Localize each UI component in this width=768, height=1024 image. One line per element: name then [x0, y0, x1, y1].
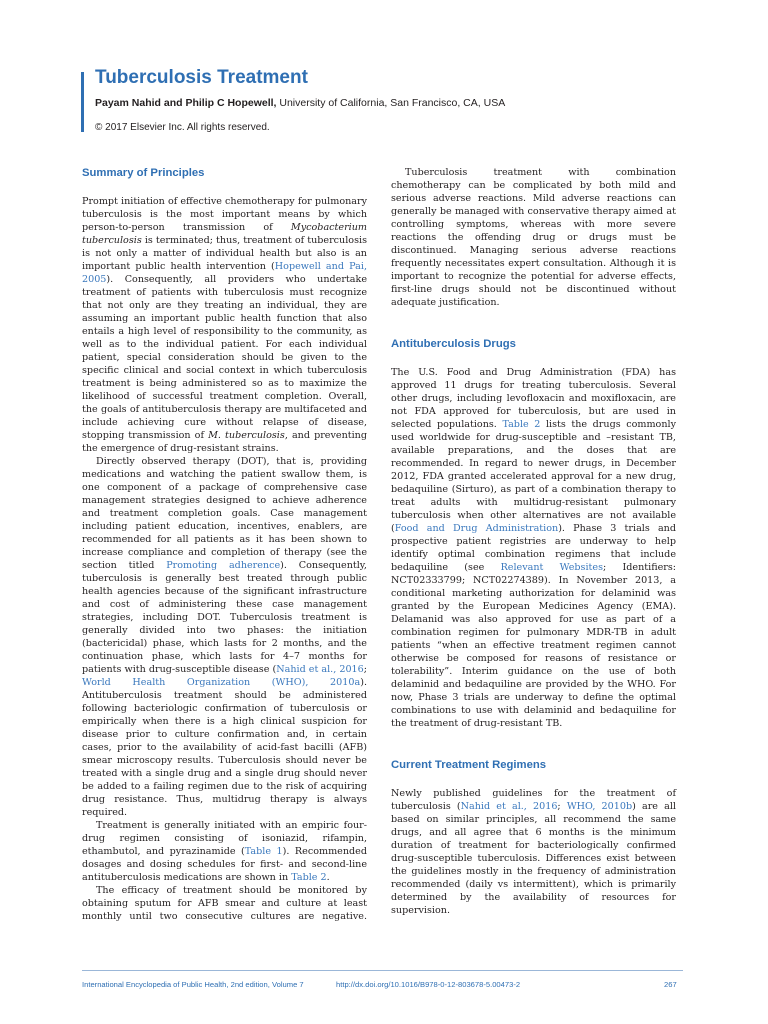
text-run: . [326, 872, 330, 883]
citation-link[interactable]: Nahid et al., 2016 [276, 664, 364, 675]
table-link[interactable]: Table 1 [244, 846, 283, 857]
text-run: ; [557, 801, 567, 812]
italic-term: M. tuberculosis [208, 430, 285, 441]
text-run: lists the drugs commonly used worldwide for drug-susceptible and –resistant TB, available preparations, and the doses that are recommended. In regard to newer drugs, in December 2012, FDA granted accelerated approval for a new drug, bedaquiline (Sirturo), as part of a combination therapy to treat adults with multidrug-resistant pulmonary tuberculosis when other alternatives are not available ( [391, 419, 677, 534]
summary-paragraph-2 [82, 455, 367, 819]
text-run: is terminated; thus, treatment of tuberculosis is not only a matter of individual health but also is an important public health intervention ( [82, 235, 367, 272]
text-run: ) are all based on similar principles, all recommend the same drugs, and all agree that 6 months is the minimum duration of treatment for bacteriologically confirmed drug-susceptible tuberculosis. Differences exist between the guidelines mostly in the frequency of administration recommended (daily vs intermittent), which is primarily determined by the availability of resources for supervision. [391, 801, 676, 916]
table-link[interactable]: Table 2 [502, 419, 541, 430]
regimens-paragraph-1 [391, 787, 676, 917]
text-run: Directly observed therapy (DOT), that is, providing medications and watching the patient swallow them, is one component of a package of comprehensive case management strategies designed to achieve adherence and treatment completion goals. Case management including patient education, incentives, enablers, are recommended for all patients as it has been shown to increase compliance and completion of therapy (see the section titled [82, 456, 367, 571]
text-run: ). Recommended dosages and dosing schedules for first- and second-line antituberculosis medications are shown in [82, 846, 367, 883]
section-link[interactable]: Relevant Websites [500, 562, 603, 573]
section-link[interactable]: Promoting adherence [166, 560, 281, 571]
footer-doi-link[interactable]: http://dx.doi.org/10.1016/B978-0-12-803678-5.00473-2 [336, 980, 521, 989]
text-run: , and preventing the emergence of drug-resistant strains. [82, 430, 367, 454]
text-run: ). Phase 3 trials and prospective patient registries are underway to help identify optimal combination regimens that include bedaquiline (see [391, 523, 676, 573]
author-names: Payam Nahid and Philip C Hopewell, [95, 97, 277, 109]
author-line [95, 97, 505, 109]
text-run: ; [363, 664, 368, 675]
header-accent-bar [81, 72, 84, 132]
right-column [391, 166, 676, 917]
drugs-paragraph-1 [391, 366, 676, 730]
text-run: ). Consequently, tuberculosis is generally best treated through public health agencies because of the significant infrastructure and cost of administering these case management strategies, including DOT. Tuberculosis treatment is generally divided into two phases: the initiation (bactericidal) phase, which lasts for 2 months, and the continuation phase, which lasts for 4–7 months for patients with drug-susceptible disease ( [82, 560, 367, 675]
copyright-notice: © 2017 Elsevier Inc. All rights reserved. [95, 122, 270, 133]
summary-paragraph-1 [82, 195, 367, 455]
text-run: ). Consequently, all providers who undertake treatment of patients with tuberculosis must recognize that not only are they treating an individual, they are assuming an important public health function that also entails a high level of responsibility to the community, as well as to the individual patient. For each individual patient, special consideration should be given to the specific clinical and social context in which tuberculosis treatment is being administered so as to maximize the likelihood of successful treatment completion. Overall, the goals of antituberculosis therapy are multifaceted and include achieving cure without relapse of disease, stopping transmission of [82, 274, 367, 441]
footer-divider [82, 970, 683, 971]
footer-journal: International Encyclopedia of Public Health, 2nd edition, Volume 7 [82, 980, 304, 989]
text-run: Newly published guidelines for the treatment of tuberculosis ( [391, 788, 676, 812]
section-heading-drugs: Antituberculosis Drugs [391, 338, 516, 350]
author-affiliation: University of California, San Francisco, CA, USA [276, 97, 506, 109]
article-title: Tuberculosis Treatment [95, 67, 308, 88]
table-link[interactable]: Table 2 [291, 872, 327, 883]
section-heading-regimens: Current Treatment Regimens [391, 759, 547, 771]
summary-paragraph-4: The efficacy of treatment should be monitored by obtaining sputum for AFB smear and culture at least monthly until two consecutive cultures are negative. [82, 885, 367, 922]
text-run: Treatment is generally initiated with an empiric four-drug regimen consisting of isoniazid, rifampin, ethambutol, and pyrazinamide ( [82, 820, 367, 857]
text-run: ). Antituberculosis treatment should be administered following bacteriologic confirmation of tuberculosis or empirically when there is a high clinical suspicion for disease prior to culture confirmation and, in certain cases, prior to the availability of acid-fast bacilli (AFB) smear microscopy results. Tuberculosis should never be treated with a single drug and a single drug should never be added to a failing regimen due to the risk of acquiring drug resistance. Thus, multidrug therapy is always required. [82, 677, 367, 818]
citation-link[interactable]: WHO, 2010b [566, 801, 633, 812]
text-run: ; Identifiers: NCT02333799; NCT02274389). In November 2013, a conditional marketing authorization for delaminid was granted by the European Medicines Agency (EMA). Delamanid was also approved for use as part of a combination regimen for pulmonary MDR-TB in adult patients “when an effective treatment regimen cannot otherwise be composed for reasons of resistance or tolerability”. Interim guidance on the use of both delaminid and bedaquiline are provided by the WHO. For now, Phase 3 trials are underway to define the optimal combinations to use with delaminid and bedaquiline for the treatment of drug-resistant TB. [391, 562, 677, 729]
summary-paragraph-3 [82, 819, 367, 884]
footer-page-number: 267 [664, 980, 677, 989]
section-heading-summary: Summary of Principles [82, 167, 205, 179]
citation-link[interactable]: Nahid et al., 2016 [460, 801, 558, 812]
italic-term: Mycobacterium tuberculosis [82, 222, 367, 246]
left-column [82, 166, 367, 923]
text-run: The U.S. Food and Drug Administration (FDA) has approved 11 drugs for treating tuberculosis. Several other drugs, including levofloxacin and moxifloxacin, are not FDA approved for tuberculosis, but are used in selected populations. [391, 367, 676, 430]
citation-link[interactable]: Food and Drug Administration [394, 523, 559, 534]
summary-paragraph-5: Tuberculosis treatment with combination chemotherapy can be complicated by both mild and serious adverse reactions. Mild adverse reactions can generally be managed with conservative therapy aimed at controlling symptoms, whereas with more severe reactions the offending drug or drugs must be discontinued. Managing serious adverse reactions frequently necessitates expert consultation. Although it is important to recognize the potential for adverse effects, first-line drugs should not be discontinued without adequate justification. [391, 167, 676, 308]
citation-link[interactable]: World Health Organization (WHO), 2010a [82, 677, 361, 688]
citation-link[interactable]: Hopewell and Pai, 2005 [82, 261, 367, 285]
text-run: Prompt initiation of effective chemotherapy for pulmonary tuberculosis is the most important means by which person-to-person transmission of [82, 196, 367, 233]
